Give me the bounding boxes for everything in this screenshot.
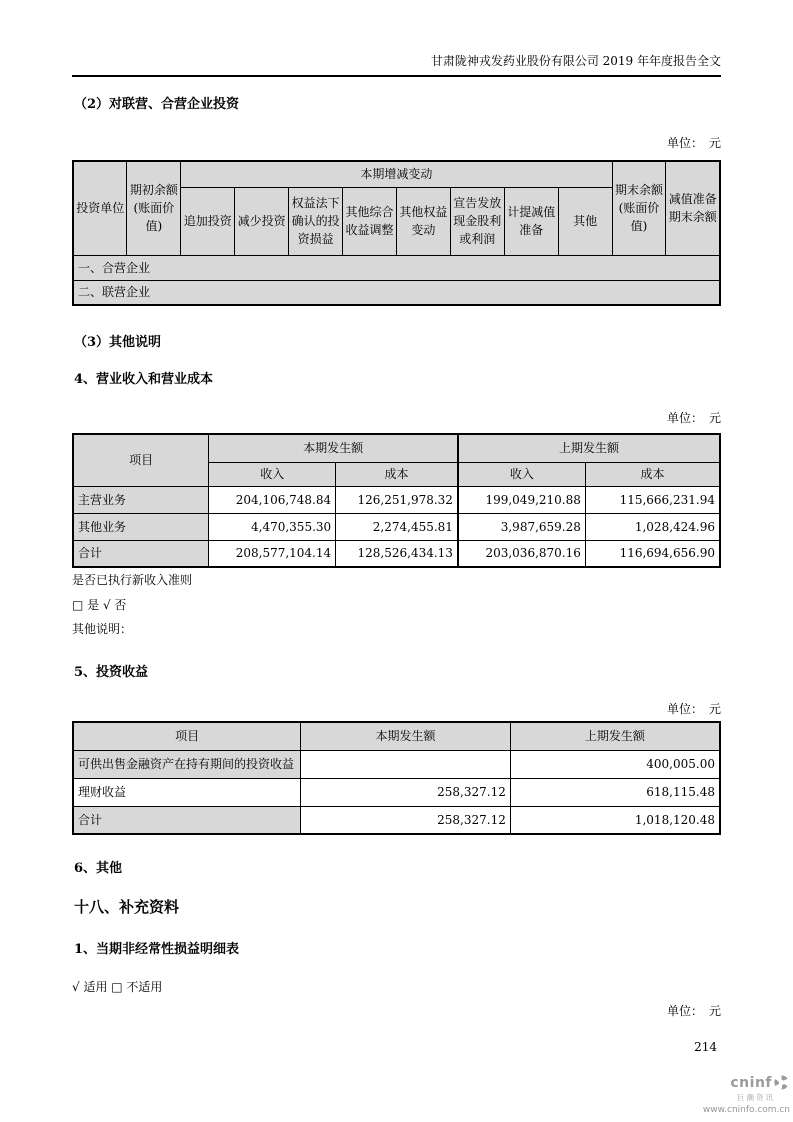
col-header-opening-balance: 期初余额(账面价值) [127, 161, 181, 255]
new-revenue-standard-question: 是否已执行新收入准则 [72, 573, 193, 587]
col-header-additional-investment: 追加投资 [181, 187, 235, 255]
section-title-other: 6、其他 [74, 861, 123, 876]
cninfo-swirl-icon [773, 1074, 790, 1091]
section-title-investment-income: 5、投资收益 [74, 665, 149, 680]
cell-afs-prior: 400,005.00 [510, 750, 720, 778]
col-header-equity-method-gain: 权益法下确认的投资损益 [289, 187, 343, 255]
page-number: 214 [694, 1040, 717, 1054]
col-header-closing-balance: 期末余额(账面价值) [612, 161, 666, 255]
unit-label-1: 单位： 元 [666, 136, 721, 150]
col-header-prior-cost: 成本 [585, 462, 720, 486]
col-header-prior-period-group: 上期发生额 [458, 434, 720, 462]
section-title-supplementary: 十八、补充资料 [74, 898, 180, 916]
cell-total-pri-revenue: 203,036,870.16 [458, 540, 585, 567]
col-header-item: 项目 [73, 722, 301, 750]
cell-main-cur-revenue: 204,106,748.84 [209, 486, 336, 513]
cninfo-url: www.cninfo.com.cn [702, 1105, 790, 1115]
table-row-associates: 二、联营企业 [73, 280, 720, 305]
col-header-item: 项目 [73, 434, 209, 486]
cell-afs-current [301, 750, 511, 778]
col-header-current-revenue: 收入 [209, 462, 336, 486]
section-title-revenue-cost: 4、营业收入和营业成本 [74, 372, 214, 387]
cell-total-cur-cost: 128,526,434.13 [336, 540, 458, 567]
row-label-afs-income: 可供出售金融资产在持有期间的投资收益 [73, 750, 301, 778]
cninfo-logo-row [698, 1074, 790, 1091]
col-header-oci-adjustment: 其他综合收益调整 [343, 187, 397, 255]
section-title-nonrecurring-detail: 1、当期非经常性损益明细表 [74, 942, 240, 957]
cninfo-subtitle: 巨潮资讯 [737, 1093, 775, 1102]
cell-other-pri-cost: 1,028,424.96 [585, 513, 720, 540]
other-note-label: 其他说明： [72, 622, 133, 636]
cninfo-brand-text: cninf [730, 1074, 772, 1091]
col-header-current-period-group: 本期发生额 [209, 434, 458, 462]
table-row-joint-ventures: 一、合营企业 [73, 255, 720, 280]
col-header-prior-revenue: 收入 [458, 462, 585, 486]
col-header-period-change-group: 本期增减变动 [181, 161, 612, 187]
row-label-wealth-income: 理财收益 [73, 778, 301, 806]
col-header-other-equity-change: 其他权益变动 [396, 187, 450, 255]
cell-main-pri-cost: 115,666,231.94 [585, 486, 720, 513]
cell-main-pri-revenue: 199,049,210.88 [458, 486, 585, 513]
new-revenue-standard-answer: □ 是 √ 否 [72, 598, 127, 612]
col-header-impairment-closing: 减值准备期末余额 [666, 161, 720, 255]
running-header [72, 52, 721, 77]
row-label-main-business: 主营业务 [73, 486, 209, 513]
cell-other-pri-revenue: 3,987,659.28 [458, 513, 585, 540]
col-header-current-cost: 成本 [336, 462, 458, 486]
col-header-reduced-investment: 减少投资 [235, 187, 289, 255]
cell-total-cur-revenue: 208,577,104.14 [209, 540, 336, 567]
col-header-other: 其他 [558, 187, 612, 255]
col-header-prior-period: 上期发生额 [510, 722, 720, 750]
cell-main-cur-cost: 126,251,978.32 [336, 486, 458, 513]
col-header-current-period: 本期发生额 [301, 722, 511, 750]
revenue-cost-table [72, 433, 721, 568]
cell-income-total-prior: 1,018,120.48 [510, 806, 720, 834]
cninfo-logo [698, 1074, 790, 1115]
row-label-total: 合计 [73, 540, 209, 567]
investment-change-table [72, 160, 721, 306]
row-label-income-total: 合计 [73, 806, 301, 834]
cell-wealth-current: 258,327.12 [301, 778, 511, 806]
section-title-other-notes: （3）其他说明 [74, 335, 162, 350]
cell-total-pri-cost: 116,694,656.90 [585, 540, 720, 567]
running-header-title: 甘肃陇神戎发药业股份有限公司 2019 年年度报告全文 [430, 54, 721, 68]
cell-income-total-current: 258,327.12 [301, 806, 511, 834]
cell-wealth-prior: 618,115.48 [510, 778, 720, 806]
cell-other-cur-revenue: 4,470,355.30 [209, 513, 336, 540]
unit-label-4: 单位： 元 [666, 1004, 721, 1018]
unit-label-3: 单位： 元 [666, 702, 721, 716]
col-header-impairment-provision: 计提减值准备 [504, 187, 558, 255]
cell-other-cur-cost: 2,274,455.81 [336, 513, 458, 540]
applicable-line: √ 适用 □ 不适用 [72, 980, 163, 994]
section-title-joint-venture-investment: （2）对联营、合营企业投资 [74, 97, 240, 112]
row-label-other-business: 其他业务 [73, 513, 209, 540]
investment-income-table [72, 721, 721, 835]
col-header-declared-dividends: 宣告发放现金股利或利润 [450, 187, 504, 255]
unit-label-2: 单位： 元 [666, 411, 721, 425]
col-header-investee: 投资单位 [73, 161, 127, 255]
